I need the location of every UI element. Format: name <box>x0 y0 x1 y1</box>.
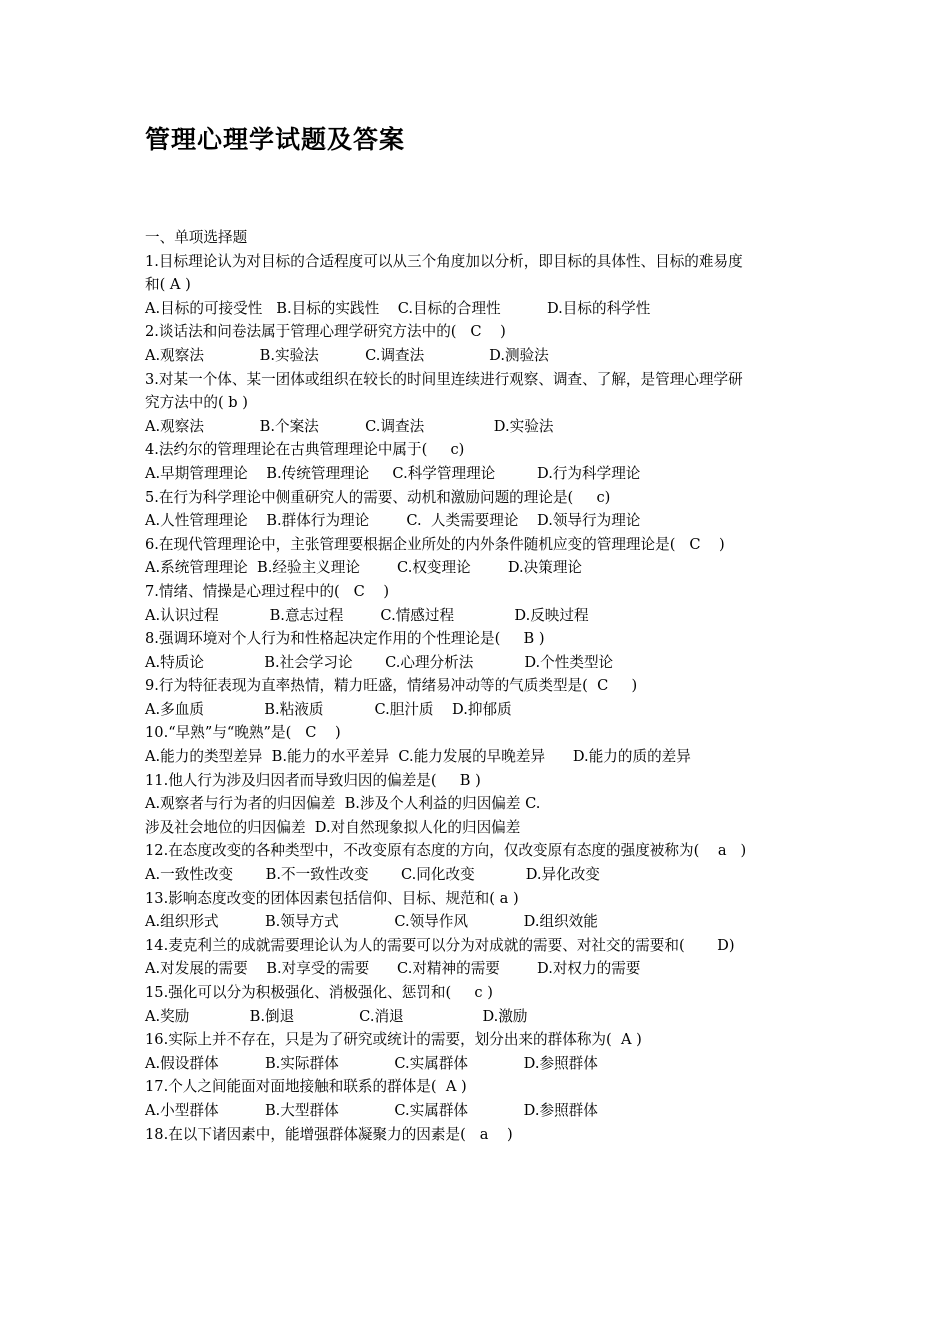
text-line: 8.强调环境对个人行为和性格起决定作用的个性理论是( B ) <box>145 630 545 648</box>
text-line: A.小型群体 B.大型群体 C.实属群体 D.参照群体 <box>145 1101 598 1119</box>
text-line: A.能力的类型差异 B.能力的水平差异 C.能力发展的早晚差异 D.能力的质的差异 <box>145 748 691 766</box>
text-line: 17.个人之间能面对面地接触和联系的群体是( A ) <box>145 1078 467 1096</box>
text-line: A.奖励 B.倒退 C.消退 D.激励 <box>145 1007 528 1025</box>
text-line: 15.强化可以分为积极强化、消极强化、惩罚和( c ) <box>145 984 493 1001</box>
text-line: 7.情绪、情操是心理过程中的( C ) <box>145 582 390 600</box>
text-line: 5.在行为科学理论中侧重研究人的需要、动机和激励问题的理论是( c) <box>145 488 611 506</box>
text-line: 究方法中的( b ) <box>145 394 248 412</box>
text-line: A.认识过程 B.意志过程 C.情感过程 D.反映过程 <box>145 606 589 624</box>
question-list <box>145 226 810 1146</box>
text-line: 12.在态度改变的各种类型中，不改变原有态度的方向，仅改变原有态度的强度被称为( a ) <box>145 842 747 860</box>
text-line: A.观察法 B.实验法 C.调查法 D.测验法 <box>145 346 549 364</box>
text-line: 4.法约尔的管理理论在古典管理理论中属于( c) <box>145 441 465 459</box>
text-line: 1.目标理论认为对目标的合适程度可以从三个角度加以分析，即目标的具体性、目标的难易度 <box>145 252 743 270</box>
text-line: 9.行为特征表现为直率热情，精力旺盛，情绪易冲动等的气质类型是( C ) <box>145 677 638 695</box>
text-line: A.系统管理理论 B.经验主义理论 C.权变理论 D.决策理论 <box>145 559 583 577</box>
text-line: 11.他人行为涉及归因者而导致归因的偏差是( B ) <box>145 771 481 789</box>
text-line: A.观察者与行为者的归因偏差 B.涉及个人利益的归因偏差 C. <box>145 795 541 813</box>
text-line: A.观察法 B.个案法 C.调查法 D.实验法 <box>145 417 554 435</box>
text-line: A.多血质 B.粘液质 C.胆汁质 D.抑郁质 <box>145 700 512 718</box>
text-line: A.假设群体 B.实际群体 C.实属群体 D.参照群体 <box>145 1054 598 1072</box>
text-line: 3.对某一个体、某一团体或组织在较长的时间里连续进行观察、调查、了解，是管理心理学研 <box>145 370 743 388</box>
text-line: A.目标的可接受性 B.目标的实践性 C.目标的合理性 D.目标的科学性 <box>145 299 651 317</box>
text-line: 和( A ) <box>145 276 191 294</box>
text-line: A.人性管理理论 B.群体行为理论 C. 人类需要理论 D.领导行为理论 <box>145 512 641 530</box>
text-line: 13.影响态度改变的团体因素包括信仰、目标、规范和( a ) <box>145 889 519 907</box>
text-line: A.早期管理理论 B.传统管理理论 C.科学管理理论 D.行为科学理论 <box>145 464 641 482</box>
text-line: 6.在现代管理理论中，主张管理要根据企业所处的内外条件随机应变的管理理论是( C ) <box>145 535 725 553</box>
text-line: 14.麦克利兰的成就需要理论认为人的需要可以分为对成就的需要、对社交的需要和( D) <box>145 936 735 954</box>
text-line: A.组织形式 B.领导方式 C.领导作风 D.组织效能 <box>145 913 598 931</box>
page-title: 管理心理学试题及答案 <box>145 125 406 154</box>
text-line: 18.在以下诸因素中，能增强群体凝聚力的因素是( a ) <box>145 1125 513 1143</box>
text-line: A.一致性改变 B.不一致性改变 C.同化改变 D.异化改变 <box>145 866 600 884</box>
text-line: 10.“早熟”与“晚熟”是( C ) <box>145 724 341 742</box>
text-line: 涉及社会地位的归因偏差 D.对自然现象拟人化的归因偏差 <box>145 818 521 836</box>
text-line: A.对发展的需要 B.对享受的需要 C.对精神的需要 D.对权力的需要 <box>145 960 641 978</box>
text-line: A.特质论 B.社会学习论 C.心理分析法 D.个性类型论 <box>145 653 614 671</box>
text-line: 2.谈话法和问卷法属于管理心理学研究方法中的( C ) <box>145 323 506 341</box>
text-line: 16.实际上并不存在，只是为了研究或统计的需要，划分出来的群体称为( A ) <box>145 1031 642 1049</box>
section-heading: 一、单项选择题 <box>145 229 248 246</box>
